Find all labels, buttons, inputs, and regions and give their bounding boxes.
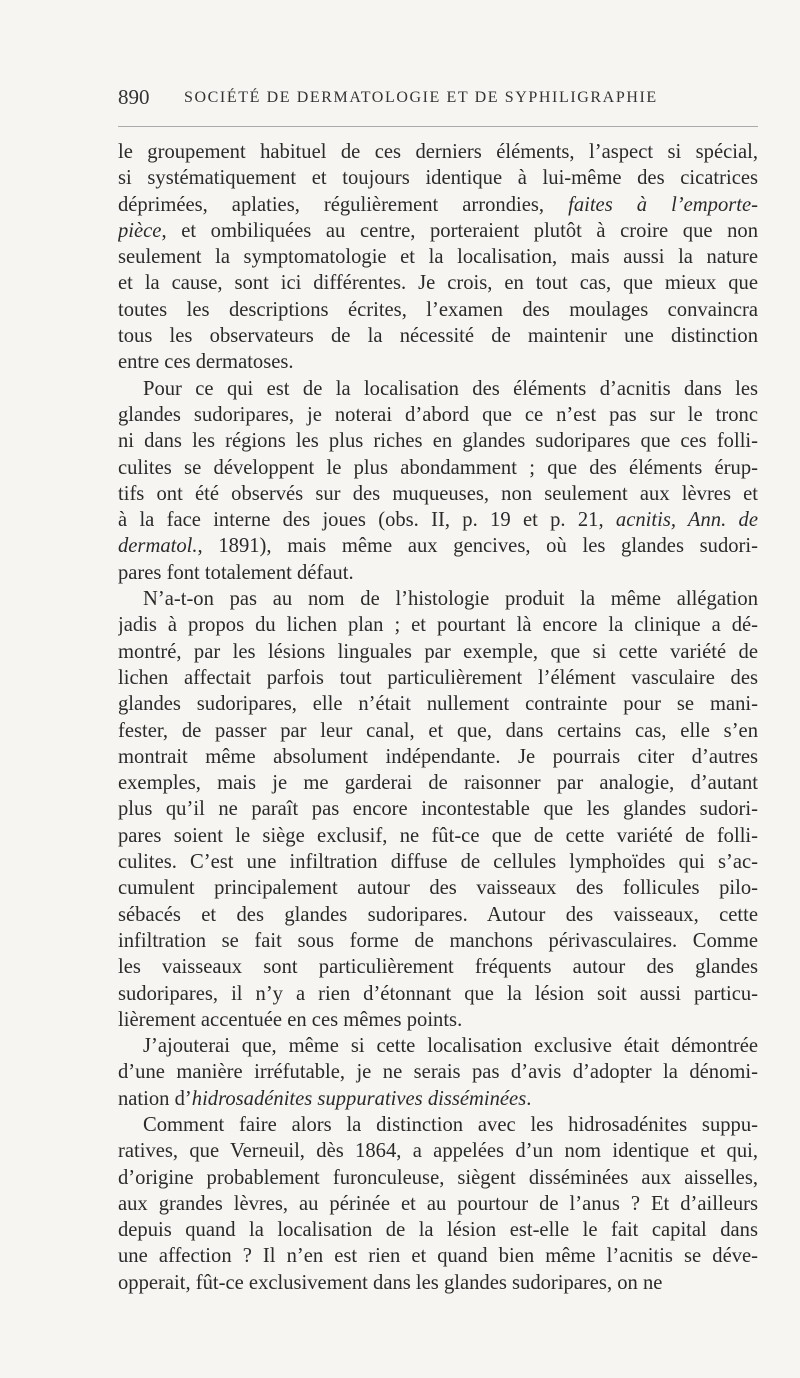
line-text: glandes sudoripares, je noterai d’abord que ce n’est pas sur le tronc bbox=[118, 403, 758, 426]
text-line bbox=[118, 533, 758, 559]
line-text: Pour ce qui est de la localisation des éléments d’acnitis dans les bbox=[143, 377, 758, 400]
line-text: ratives, que Verneuil, dès 1864, a appelées d’un nom identique et qui, bbox=[118, 1140, 758, 1163]
text-line bbox=[118, 981, 758, 1007]
text-line bbox=[118, 718, 758, 744]
line-text: Comment faire alors la distinction avec les hidrosadénites suppu- bbox=[143, 1113, 758, 1136]
line-text: ni dans les régions les plus riches en glandes sudoripares que ces folli- bbox=[118, 430, 758, 453]
italic-text: hidrosadénites suppuratives disséminées bbox=[191, 1087, 527, 1110]
text-line bbox=[118, 402, 758, 428]
text-line bbox=[118, 1191, 758, 1217]
line-text: à la face interne des joues (obs. II, p. 19 et p. 21, bbox=[118, 509, 616, 532]
text-line bbox=[118, 376, 758, 402]
text-line bbox=[118, 823, 758, 849]
line-text: les vaisseaux sont particulièrement fréquents autour des glandes bbox=[118, 956, 758, 979]
line-text: entre ces dermatoses. bbox=[118, 351, 294, 374]
line-text: infiltration se fait sous forme de manchons périvasculaires. Comme bbox=[118, 929, 758, 952]
line-text: pares font totalement défaut. bbox=[118, 561, 354, 584]
text-line bbox=[118, 481, 758, 507]
header-rule bbox=[118, 126, 758, 127]
text-line bbox=[118, 139, 758, 165]
line-text: une affection ? Il n’en est rien et quand bien même l’acnitis se déve- bbox=[118, 1245, 758, 1268]
line-text: . bbox=[526, 1087, 532, 1110]
line-text: déprimées, aplaties, régulièrement arrondies, bbox=[118, 193, 569, 216]
text-line bbox=[118, 928, 758, 954]
text-line bbox=[118, 639, 758, 665]
line-text: montré, par les lésions linguales par exemple, que si cette variété de bbox=[118, 640, 758, 663]
line-text: d’origine probablement furonculeuse, siègent disséminées aux aisselles, bbox=[118, 1166, 758, 1189]
text-line bbox=[118, 954, 758, 980]
text-line bbox=[118, 1243, 758, 1269]
text-line bbox=[118, 902, 758, 928]
running-head bbox=[118, 85, 758, 115]
italic-text: faites à l’emporte- bbox=[568, 193, 758, 216]
text-line bbox=[118, 744, 758, 770]
text-line bbox=[118, 1165, 758, 1191]
text-line bbox=[118, 323, 758, 349]
line-text: exemples, mais je me garderai de raisonner par analogie, d’autant bbox=[118, 772, 758, 795]
line-text: nation d’ bbox=[118, 1087, 192, 1110]
line-text: et la cause, sont ici différentes. Je crois, en tout cas, que mieux que bbox=[118, 272, 758, 295]
text-line bbox=[118, 244, 758, 270]
line-text: N’a-t-on pas au nom de l’histologie produit la même allégation bbox=[143, 588, 758, 611]
line-text: fester, de passer par leur canal, et que, dans certains cas, elle s’en bbox=[118, 719, 758, 742]
line-text: sébacés et des glandes sudoripares. Autour des vaisseaux, cette bbox=[118, 903, 758, 926]
italic-text: pièce bbox=[118, 219, 162, 242]
line-text: si systématiquement et toujours identique à lui-même des cicatrices bbox=[118, 167, 758, 190]
line-text: seulement la symptomatologie et la localisation, mais aussi la nature bbox=[118, 246, 758, 269]
body-text bbox=[118, 139, 758, 1296]
line-text: jadis à propos du lichen plan ; et pourtant là encore la clinique a dé- bbox=[118, 614, 758, 637]
text-line bbox=[118, 612, 758, 638]
text-line bbox=[118, 455, 758, 481]
line-text: plus qu’il ne paraît pas encore incontestable que les glandes sudori- bbox=[118, 798, 758, 821]
line-text: , et ombiliquées au centre, porteraient plutôt à croire que non bbox=[161, 219, 758, 242]
text-line bbox=[118, 691, 758, 717]
line-text: cumulent principalement autour des vaisseaux des follicules pilo- bbox=[118, 877, 758, 900]
line-text: lichen affectait parfois tout particulièrement l’élément vasculaire des bbox=[118, 666, 758, 689]
text-line bbox=[118, 349, 758, 375]
line-text: opperait, fût-ce exclusivement dans les glandes sudoripares, on ne bbox=[118, 1271, 663, 1294]
line-text: culites se développent le plus abondamment ; que des éléments érup- bbox=[118, 456, 758, 479]
text-line bbox=[118, 1217, 758, 1243]
line-text: depuis quand la localisation de la lésion est-elle le fait capital dans bbox=[118, 1219, 758, 1242]
line-text: lièrement accentuée en ces mêmes points. bbox=[118, 1008, 463, 1031]
text-line bbox=[118, 665, 758, 691]
text-line bbox=[118, 1138, 758, 1164]
page-number: 890 bbox=[118, 85, 150, 109]
line-text: toutes les descriptions écrites, l’examen des moulages convaincra bbox=[118, 298, 758, 321]
line-text: culites. C’est une infiltration diffuse de cellules lymphoïdes qui s’ac- bbox=[118, 851, 758, 874]
text-line bbox=[118, 1033, 758, 1059]
text-line bbox=[118, 1112, 758, 1138]
line-text: le groupement habituel de ces derniers éléments, l’aspect si spécial, bbox=[118, 141, 758, 163]
text-line bbox=[118, 428, 758, 454]
line-text: glandes sudoripares, elle n’était nullement contrainte pour se mani- bbox=[118, 693, 758, 716]
line-text: montrait même absolument indépendante. Je pourrais citer d’autres bbox=[118, 745, 758, 768]
text-line bbox=[118, 849, 758, 875]
text-line bbox=[118, 1270, 758, 1296]
line-text: tous les observateurs de la nécessité de maintenir une distinction bbox=[118, 325, 758, 348]
line-text: , 1891), mais même aux gencives, où les glandes sudori- bbox=[197, 535, 758, 558]
line-text: J’ajouterai que, même si cette localisation exclusive était démontrée bbox=[143, 1035, 758, 1058]
text-line bbox=[118, 1007, 758, 1033]
text-line bbox=[118, 507, 758, 533]
text-line bbox=[118, 192, 758, 218]
line-text: sudoripares, il n’y a rien d’étonnant que la lésion soit aussi particu- bbox=[118, 982, 758, 1005]
line-text: tifs ont été observés sur des muqueuses, non seulement aux lèvres et bbox=[118, 482, 758, 505]
line-text: pares soient le siège exclusif, ne fût-ce que de cette variété de folli- bbox=[118, 824, 758, 847]
text-line bbox=[118, 1059, 758, 1085]
text-line bbox=[118, 165, 758, 191]
italic-text: acnitis, Ann. de bbox=[615, 509, 758, 532]
text-line bbox=[118, 796, 758, 822]
text-line bbox=[118, 297, 758, 323]
text-line bbox=[118, 875, 758, 901]
line-text: aux grandes lèvres, au périnée et au pourtour de l’anus ? Et d’ailleurs bbox=[118, 1192, 758, 1215]
text-line bbox=[118, 218, 758, 244]
text-line bbox=[118, 770, 758, 796]
italic-text: dermatol. bbox=[118, 535, 198, 558]
line-text: d’une manière irréfutable, je ne serais pas d’avis d’adopter la dénomi- bbox=[118, 1061, 758, 1084]
text-line bbox=[118, 1086, 758, 1112]
text-line bbox=[118, 560, 758, 586]
text-line bbox=[118, 586, 758, 612]
text-line bbox=[118, 270, 758, 296]
journal-title: SOCIÉTÉ DE DERMATOLOGIE ET DE SYPHILIGRAPHIE bbox=[184, 89, 658, 106]
